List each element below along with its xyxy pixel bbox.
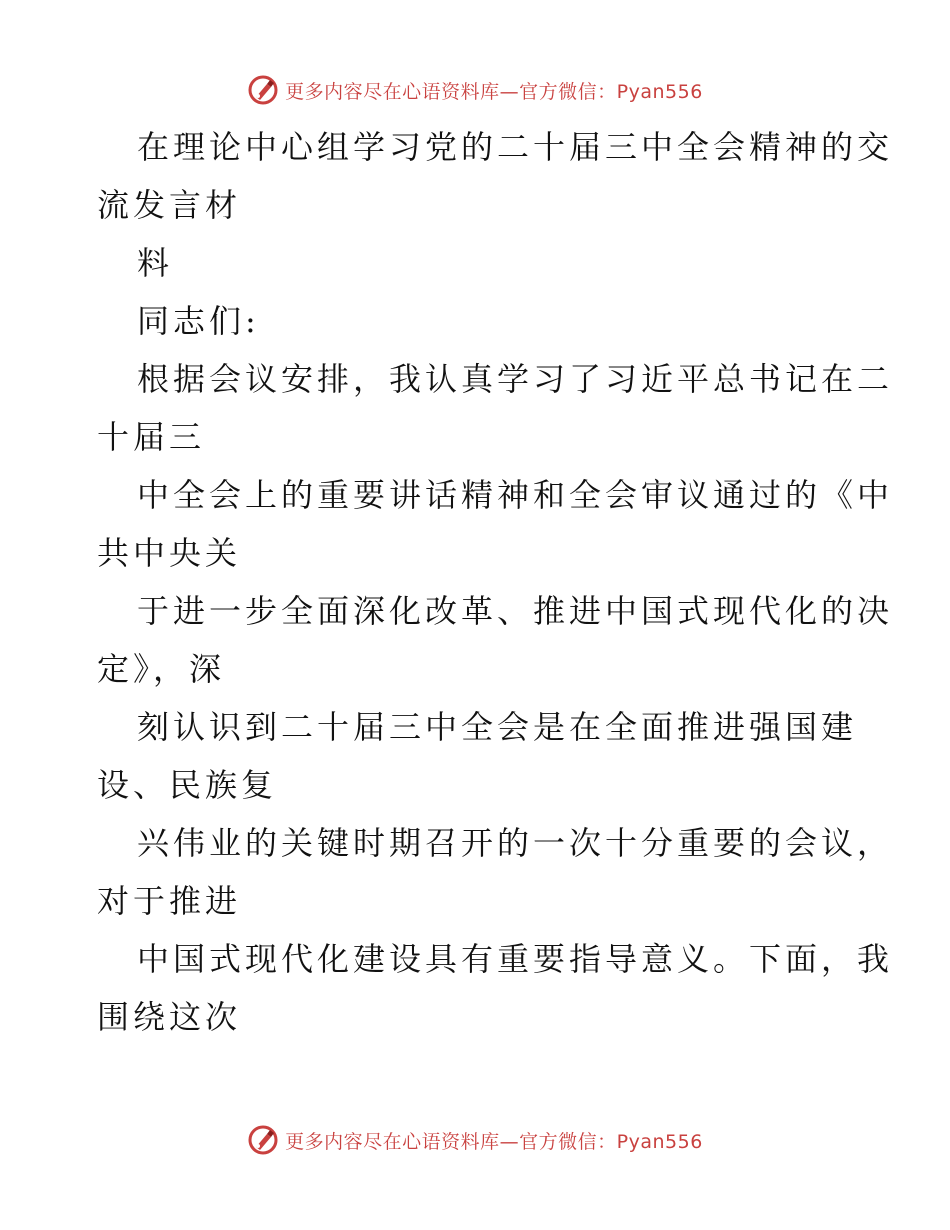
text-line: 设、民族复 [97,766,278,804]
text-line: 料 [137,244,174,282]
text-line: 围绕这次 [97,998,242,1036]
text-line: 中国式现代化建设具有重要指导意义。下面，我 [137,940,894,978]
text-line: 根据会议安排，我认真学习了习近平总书记在二 [137,360,894,398]
text-line: 十届三 [97,418,206,456]
pen-logo-icon [247,1124,279,1156]
text-line: 在理论中心组学习党的二十届三中全会精神的交 [137,128,894,166]
header-watermark [0,70,950,110]
text-line: 中全会上的重要讲话精神和全会审议通过的《中 [137,476,894,514]
text-line: 流发言材 [97,186,242,224]
text-line: 定》，深 [97,650,226,688]
watermark-text: 更多内容尽在心语资料库—官方微信：Pyan556 [285,1130,703,1153]
footer-watermark [0,1120,950,1160]
text-line: 同志们: [137,302,260,340]
text-line: 对于推进 [97,882,242,920]
text-line: 共中央关 [97,534,242,572]
watermark-text: 更多内容尽在心语资料库—官方微信：Pyan556 [285,80,703,103]
text-line: 兴伟业的关键时期召开的一次十分重要的会议， [137,824,894,862]
text-line: 于进一步全面深化改革、推进中国式现代化的决 [137,592,894,630]
text-line: 刻认识到二十届三中全会是在全面推进强国建 [137,708,858,746]
pen-logo-icon [247,74,279,106]
document-body [97,118,894,1046]
